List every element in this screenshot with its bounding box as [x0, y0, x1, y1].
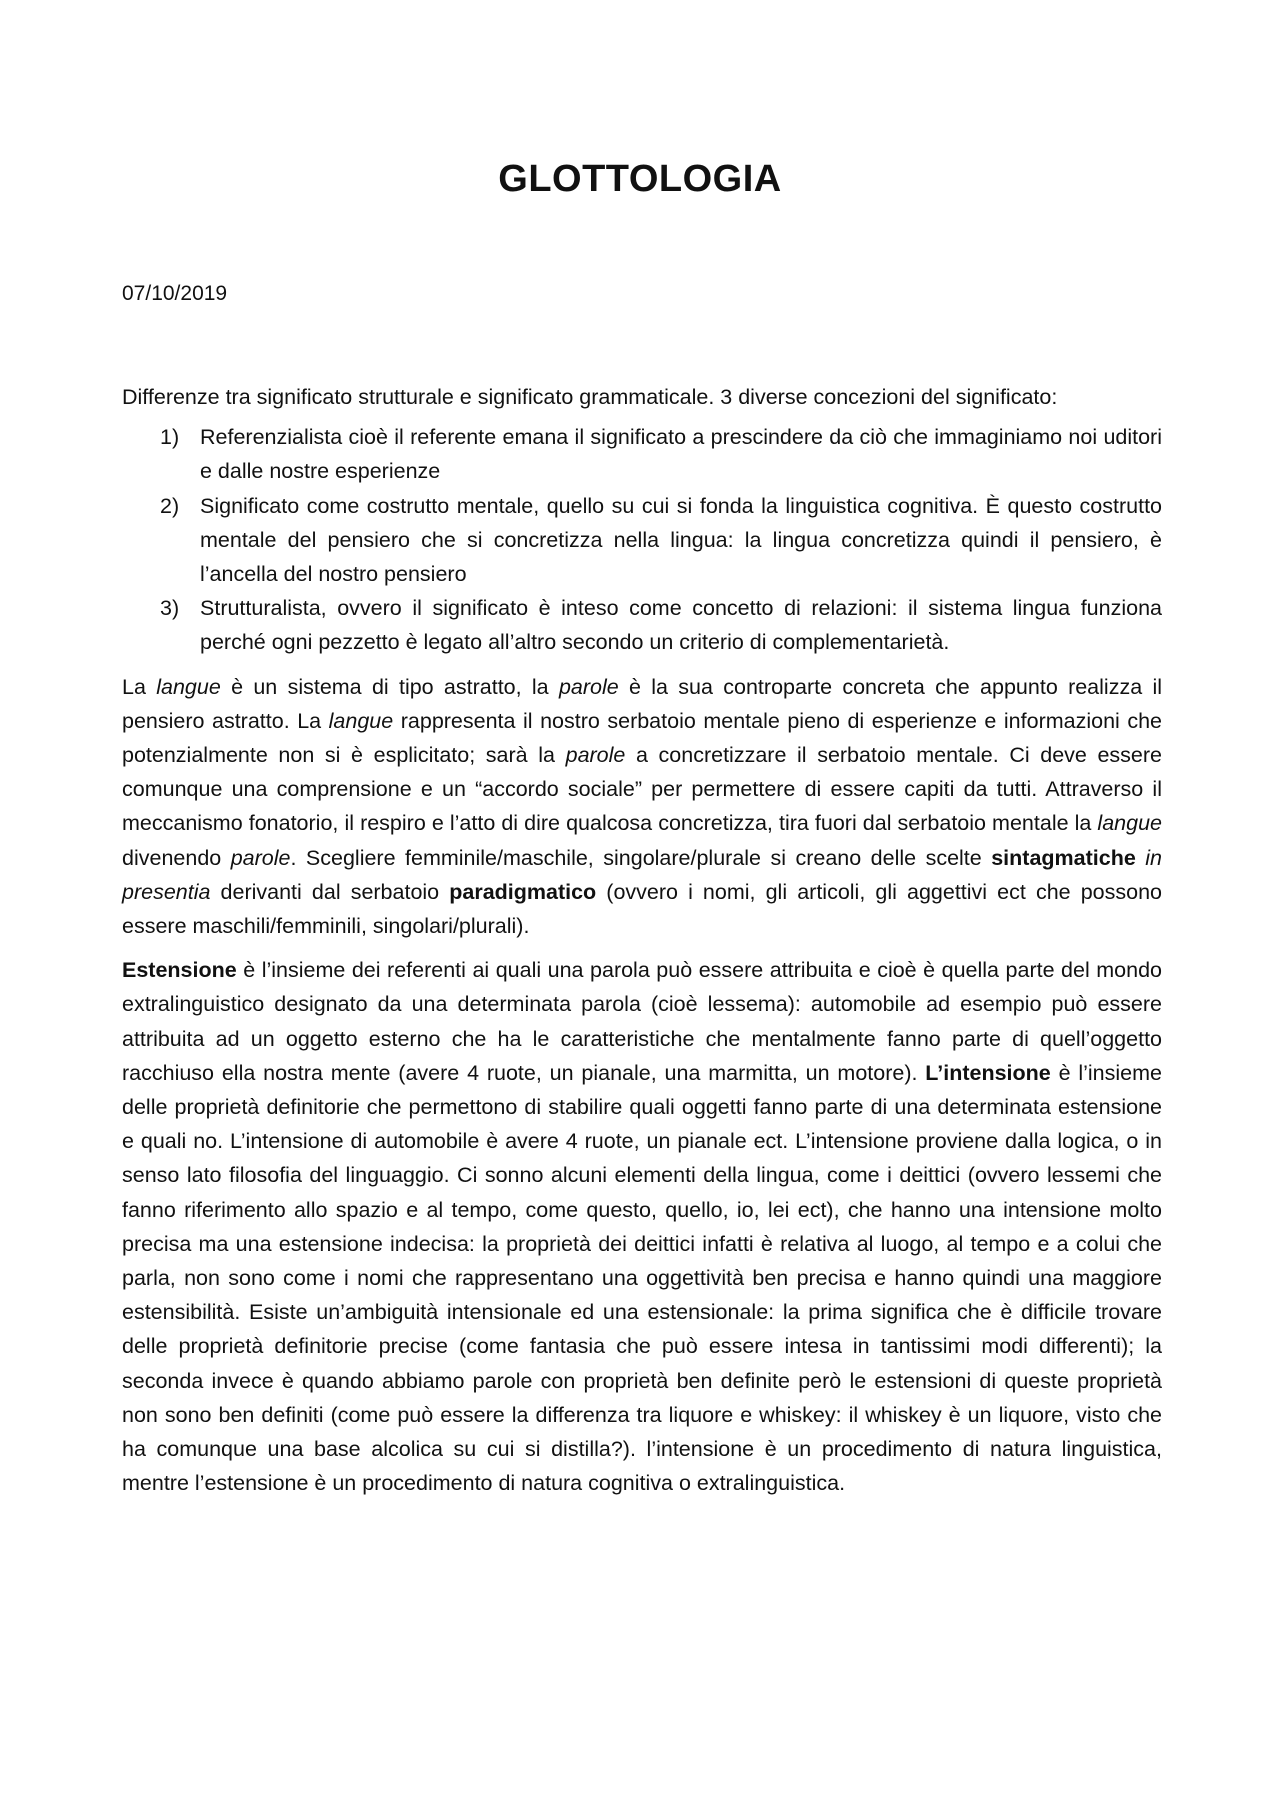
- term-langue: langue: [328, 708, 394, 733]
- list-item: [122, 591, 1162, 659]
- term-estensione: Estensione: [122, 958, 237, 983]
- term-in-presentia: in presentia: [122, 845, 1162, 904]
- term-parole: parole: [558, 674, 619, 699]
- text-run: rappresenta il nostro serbatoio mentale pieno di esperienze e informazioni che potenzialmente non si è esplicitato; sarà la: [122, 708, 1163, 768]
- list-item-text: Strutturalista, ovvero il significato è inteso come concetto di relazioni: il sistema lingua funziona perché ogni pezzetto è legato all’altro secondo un criterio di complementarietà.: [200, 596, 1162, 655]
- term-intensione: L’intensione: [925, 1060, 1051, 1085]
- document-date: 07/10/2019: [122, 282, 228, 305]
- list-item-text: Referenzialista cioè il referente emana il significato a prescindere da ciò che immaginiamo noi uditori e dalle nostre esperienze: [200, 425, 1162, 484]
- intro-paragraph: Differenze tra significato strutturale e significato grammaticale. 3 diverse concezioni del significato:: [122, 385, 1058, 409]
- term-sintagmatiche: sintagmatiche: [991, 845, 1136, 870]
- term-langue: langue: [1097, 811, 1162, 836]
- text-run: a concretizzare il serbatoio mentale. Ci deve essere comunque una comprensione e un “accordo sociale” per permettere di essere capiti da tutti. Attraverso il meccanismo fonatorio, il respiro e l’atto di dire qualcosa concretizza, tira fuori dal serbatoio mentale la: [122, 743, 1163, 836]
- text-run: è un sistema di tipo astratto, la: [220, 674, 559, 699]
- text-run: è la sua controparte concreta che appunto realizza il pensiero astratto. La: [122, 674, 1163, 733]
- text-run: (ovvero i nomi, gli articoli, gli aggettivi ect che possono essere maschili/femminili, singolari/plurali).: [122, 879, 1163, 939]
- list-item: [122, 420, 1162, 488]
- text-run: è l’insieme dei referenti ai quali una parola può essere attribuita e cioè è quella parte del mondo extralinguistico designato da una determinata parola (cioè lessema): automobile ad esempio può essere attribuita ad un oggetto esterno che ha le caratteristiche che mentalmente fanno parte di quell’oggetto racchiuso ella nostra mente (avere 4 ruote, un pianale, una marmitta, un motore).: [122, 958, 1162, 1085]
- list-item-number: 3): [160, 596, 180, 621]
- document-title: GLOTTOLOGIA: [498, 158, 782, 200]
- list-item-number: 1): [160, 425, 180, 450]
- estensione-paragraph: [122, 953, 1162, 1500]
- text-run: divenendo: [122, 845, 231, 870]
- text-run: . Scegliere femminile/maschile, singolare/plurale si creano delle scelte: [290, 845, 992, 870]
- term-parole: parole: [230, 845, 291, 870]
- text-run: è l’insieme delle proprietà definitorie che permettono di stabilire quali oggetti fanno parte di una determinata estensione e quali no. L’intensione di automobile è avere 4 ruote, un pianale ect. L’intensione proviene dalla logica, o in senso lato filosofia del linguaggio. Ci sonno alcuni elementi della lingua, come i deittici (ovvero lessemi che fanno riferimento allo spazio e al tempo, come questo, quello, io, lei ect), che hanno una intensione molto precisa ma una estensione indecisa: la proprietà dei deittici infatti è relativa al luogo, al tempo e a colui che parla, non sono come i nomi che rappresentano una oggettività ben precisa e hanno quindi una maggiore estensibilità. Esiste un’ambiguità intensionale ed una estensionale: la prima significa che è difficile trovare delle proprietà definitorie precise (come fantasia che può essere intesa in tantissimi modi differenti); la seconda invece è quando abbiamo parole con proprietà ben definite però le estensioni di queste proprietà non sono ben definiti (come può essere la differenza tra liquore e whiskey: il whiskey è un liquore, visto che ha comunque una base alcolica su cui si distilla?). l’intensione è un procedimento di natura linguistica, mentre l’estensione è un procedimento di natura cognitiva o extralinguistica.: [122, 1060, 1162, 1496]
- list-item-text: Significato come costrutto mentale, quello su cui si fonda la linguistica cognitiva. È questo costrutto mentale del pensiero che si concretizza nella lingua: la lingua concretizza quindi il pensiero, è l’ancella del nostro pensiero: [200, 493, 1162, 587]
- concepts-list: [122, 420, 1162, 659]
- term-langue: langue: [156, 674, 221, 699]
- text-run: derivanti dal serbatoio: [210, 879, 450, 904]
- document-body: [122, 380, 1162, 1511]
- text-run: La: [122, 674, 157, 699]
- text-run: [1136, 846, 1145, 870]
- term-paradigmatico: paradigmatico: [449, 879, 597, 904]
- list-item-number: 2): [160, 493, 180, 518]
- term-parole: parole: [565, 743, 626, 768]
- list-item: [122, 489, 1162, 592]
- langue-parole-paragraph: [122, 670, 1162, 944]
